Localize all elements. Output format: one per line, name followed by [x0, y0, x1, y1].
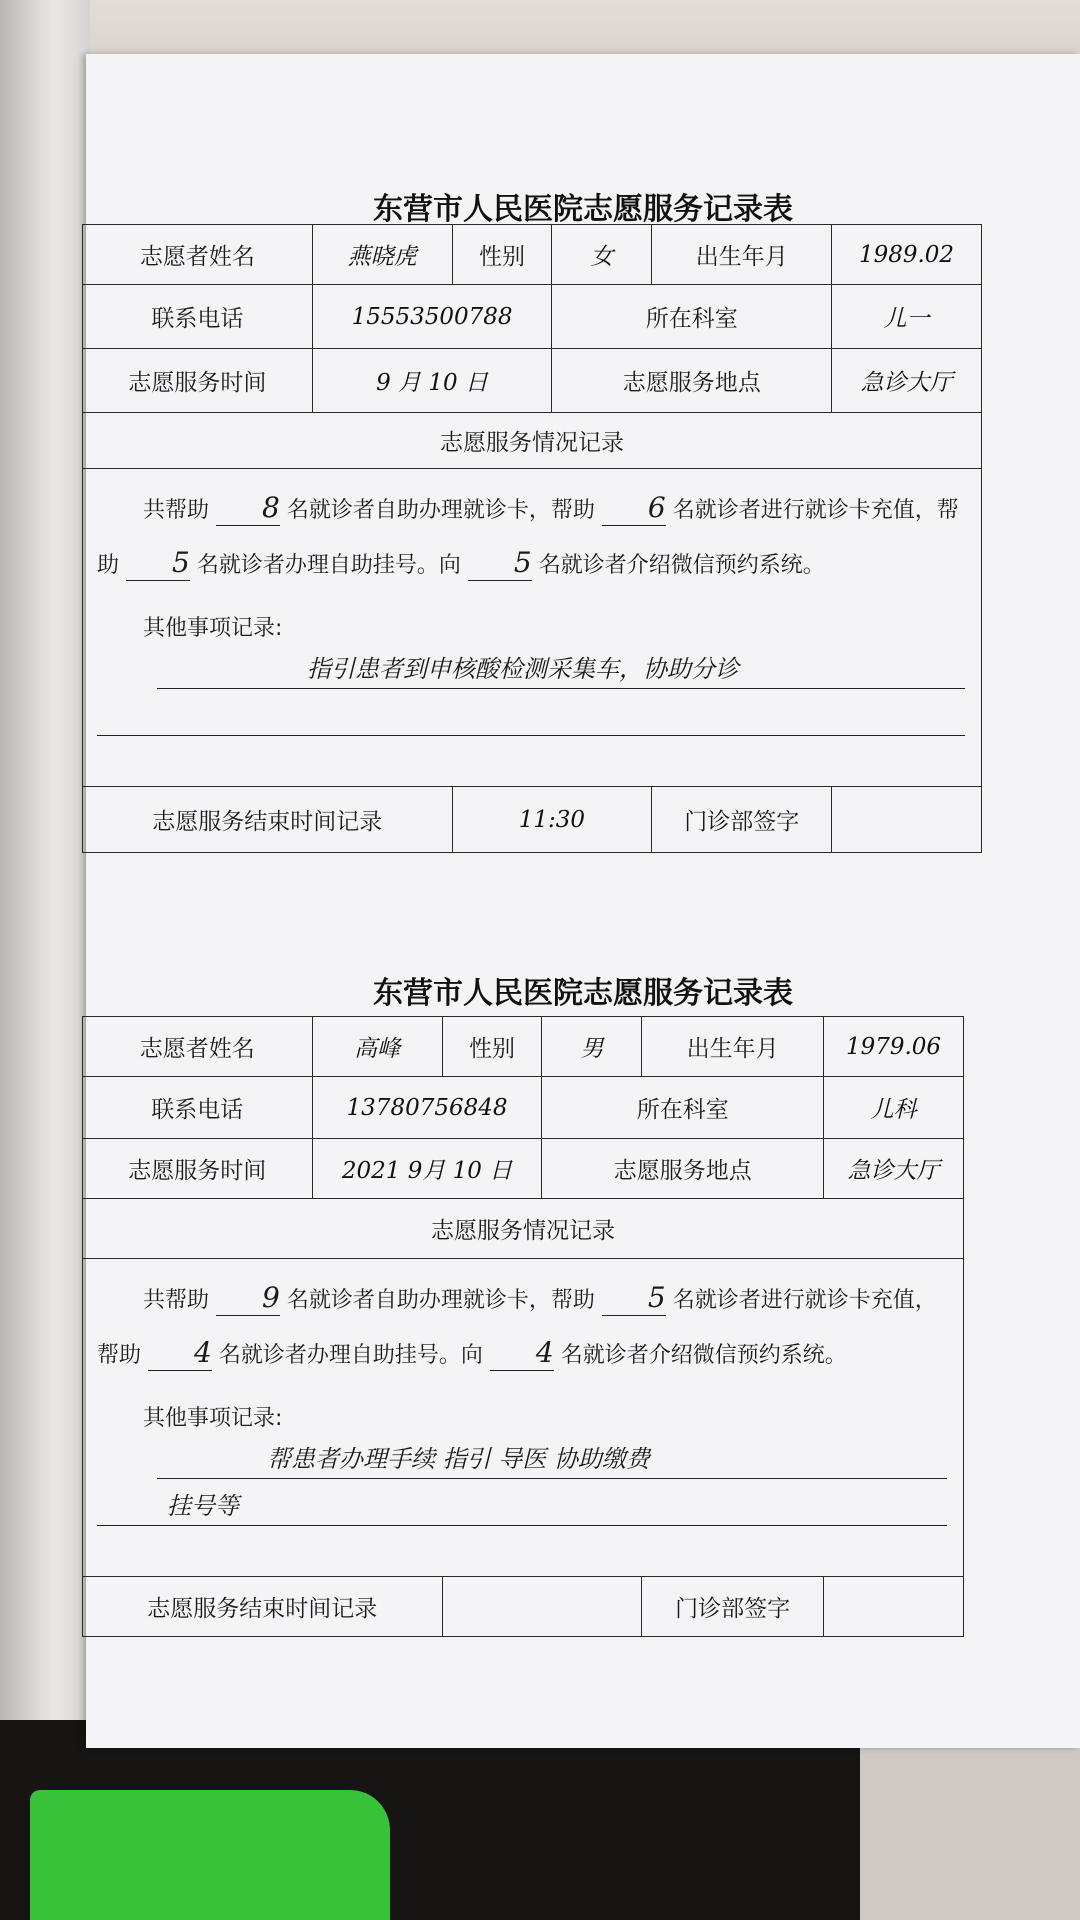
sentence-part: 名就诊者办理自助挂号。向	[218, 1343, 483, 1368]
dept-value: 儿科	[824, 1077, 964, 1139]
service-time-value: 2021 9月 10 日	[312, 1139, 542, 1199]
other-record-text: 挂号等	[167, 1492, 239, 1520]
form-title: 东营市人民医院志愿服务记录表	[373, 192, 793, 227]
service-place-value: 急诊大厅	[832, 349, 982, 413]
signature-label: 门诊部签字	[642, 1577, 824, 1637]
sentence-part: 名就诊者介绍微信预约系统。	[560, 1343, 847, 1368]
gender-value: 男	[542, 1017, 642, 1077]
name-label: 志愿者姓名	[83, 225, 313, 285]
count-recharge: 6	[602, 491, 666, 526]
gender-label: 性别	[442, 1017, 542, 1077]
record-paragraph	[97, 1273, 947, 1383]
signature-value	[824, 1577, 964, 1637]
other-record-text: 指引患者到申核酸检测采集车，协助分诊	[307, 655, 739, 683]
count-recharge: 5	[602, 1281, 666, 1316]
service-place-label: 志愿服务地点	[542, 1139, 824, 1199]
record-sheet-page	[86, 54, 1080, 1748]
record-section-header: 志愿服务情况记录	[83, 1199, 964, 1259]
other-record-line	[157, 1432, 947, 1479]
record-body	[83, 469, 982, 787]
dept-label: 所在科室	[552, 285, 832, 349]
count-card: 9	[216, 1281, 280, 1316]
end-time-value: 11:30	[452, 787, 652, 853]
sentence-part: 名就诊者进行就诊卡充值，帮助	[97, 498, 959, 578]
dept-value: 儿一	[832, 285, 982, 349]
sentence-part: 共帮助	[143, 1288, 210, 1313]
count-wechat: 4	[490, 1336, 554, 1371]
count-register: 5	[126, 546, 190, 581]
phone-label: 联系电话	[83, 285, 313, 349]
end-time-label: 志愿服务结束时间记录	[83, 1577, 443, 1637]
record-body	[83, 1259, 964, 1577]
green-object	[30, 1790, 390, 1920]
phone-value: 13780756848	[312, 1077, 542, 1139]
record-paragraph	[97, 483, 965, 593]
signature-value	[832, 787, 982, 853]
other-records-label: 其他事项记录:	[143, 616, 283, 641]
count-card: 8	[216, 491, 280, 526]
background-desk-corner	[860, 1735, 1080, 1920]
gender-label: 性别	[452, 225, 552, 285]
other-records-label: 其他事项记录:	[143, 1406, 283, 1431]
sentence-part: 名就诊者办理自助挂号。向	[196, 553, 461, 578]
service-place-value: 急诊大厅	[824, 1139, 964, 1199]
sentence-part: 名就诊者进行就诊卡充值，帮助	[97, 1288, 937, 1368]
gender-value: 女	[552, 225, 652, 285]
previous-page-edge	[0, 0, 90, 1920]
count-wechat: 5	[468, 546, 532, 581]
dept-label: 所在科室	[542, 1077, 824, 1139]
service-time-label: 志愿服务时间	[83, 349, 313, 413]
name-value: 高峰	[312, 1017, 442, 1077]
other-record-text: 帮患者办理手续 指引 导医 协助缴费	[267, 1445, 650, 1473]
name-value: 燕晓虎	[312, 225, 452, 285]
other-record-line	[157, 642, 965, 689]
record-section-header: 志愿服务情况记录	[83, 413, 982, 469]
end-time-value	[442, 1577, 642, 1637]
birth-value: 1979.06	[824, 1017, 964, 1077]
phone-label: 联系电话	[83, 1077, 313, 1139]
service-time-value: 9 月 10 日	[312, 349, 552, 413]
birth-label: 出生年月	[642, 1017, 824, 1077]
other-record-line	[97, 1479, 947, 1526]
signature-label: 门诊部签字	[652, 787, 832, 853]
sentence-part: 名就诊者自助办理就诊卡，帮助	[286, 498, 595, 523]
other-record-line	[97, 689, 965, 736]
end-time-label: 志愿服务结束时间记录	[83, 787, 453, 853]
record-form-1	[82, 224, 982, 853]
service-place-label: 志愿服务地点	[552, 349, 832, 413]
birth-value: 1989.02	[832, 225, 982, 285]
name-label: 志愿者姓名	[83, 1017, 313, 1077]
birth-label: 出生年月	[652, 225, 832, 285]
sentence-part: 名就诊者自助办理就诊卡，帮助	[286, 1288, 595, 1313]
sentence-part: 共帮助	[143, 498, 210, 523]
sentence-part: 名就诊者介绍微信预约系统。	[538, 553, 825, 578]
record-form-2	[82, 1016, 964, 1637]
count-register: 4	[148, 1336, 212, 1371]
service-time-label: 志愿服务时间	[83, 1139, 313, 1199]
form-title: 东营市人民医院志愿服务记录表	[373, 976, 793, 1011]
phone-value: 15553500788	[312, 285, 552, 349]
